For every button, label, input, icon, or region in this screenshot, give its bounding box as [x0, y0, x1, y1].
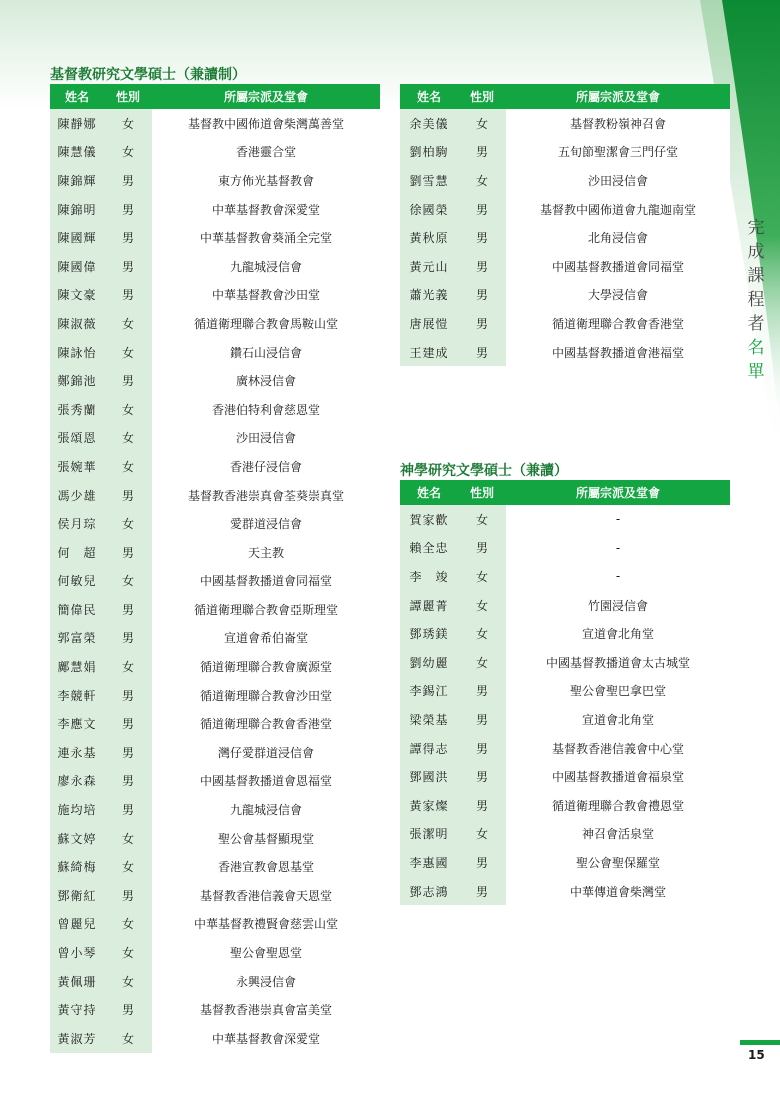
table-row — [400, 877, 730, 906]
gender-cell: 女 — [458, 820, 506, 849]
header-gender: 性別 — [104, 84, 152, 109]
roster-table-theological-studies — [400, 480, 730, 905]
student-name-cell: 譚麗菁 — [400, 591, 458, 620]
church-cell: 中國基督教播道會同福堂 — [506, 252, 730, 281]
student-name-cell: 劉幼麗 — [400, 648, 458, 677]
student-name-cell: 陳慧儀 — [50, 138, 104, 167]
church-cell: 中華傳道會柴灣堂 — [506, 877, 730, 906]
church-cell: 大學浸信會 — [506, 281, 730, 310]
gender-cell: 男 — [458, 281, 506, 310]
section-title-christian-studies: 基督教研究文學碩士（兼讀制） — [50, 67, 246, 83]
table-row — [400, 252, 730, 281]
church-cell: 基督教粉嶺神召會 — [506, 109, 730, 138]
student-name-cell: 施均培 — [50, 795, 104, 824]
student-name-cell: 李 竣 — [400, 562, 458, 591]
student-name-cell: 郭富榮 — [50, 624, 104, 653]
gender-cell: 女 — [104, 309, 152, 338]
table-row — [400, 223, 730, 252]
student-name-cell: 徐國榮 — [400, 195, 458, 224]
table-row — [50, 852, 380, 881]
student-name-cell: 陳文豪 — [50, 281, 104, 310]
gender-cell: 男 — [104, 624, 152, 653]
church-cell: 香港宣教會恩基堂 — [152, 852, 380, 881]
table-header-row — [400, 84, 730, 109]
church-cell: 基督教香港崇真會荃葵崇真堂 — [152, 481, 380, 510]
gender-cell: 男 — [458, 705, 506, 734]
church-cell: 中華基督教會沙田堂 — [152, 281, 380, 310]
church-cell: 聖公會聖保羅堂 — [506, 848, 730, 877]
gender-cell: 男 — [458, 877, 506, 906]
student-name-cell: 蕭光義 — [400, 281, 458, 310]
church-cell: - — [506, 505, 730, 534]
student-name-cell: 鄧志鴻 — [400, 877, 458, 906]
gender-cell: 女 — [104, 338, 152, 367]
student-name-cell: 梁榮基 — [400, 705, 458, 734]
church-cell: 中國基督教播道會港福堂 — [506, 338, 730, 367]
gender-cell: 女 — [458, 591, 506, 620]
student-name-cell: 唐展愷 — [400, 309, 458, 338]
table-row — [50, 767, 380, 796]
vertical-title-char: 者 — [747, 314, 765, 334]
gender-cell: 女 — [104, 109, 152, 138]
church-cell: 中國基督教播道會同福堂 — [152, 567, 380, 596]
church-cell: - — [506, 534, 730, 563]
gender-cell: 男 — [458, 338, 506, 367]
table-row — [50, 709, 380, 738]
table-row — [50, 166, 380, 195]
table-row — [50, 910, 380, 939]
table-row — [400, 734, 730, 763]
student-name-cell: 張頌恩 — [50, 424, 104, 453]
table-row — [400, 791, 730, 820]
table-row — [400, 166, 730, 195]
gender-cell: 女 — [104, 824, 152, 853]
table-row — [50, 109, 380, 138]
church-cell: 沙田浸信會 — [506, 166, 730, 195]
table-row — [50, 366, 380, 395]
table-row — [50, 595, 380, 624]
church-cell: 中國基督教播道會恩福堂 — [152, 767, 380, 796]
table-row — [400, 848, 730, 877]
table-row — [400, 677, 730, 706]
roster-table-christian-studies — [50, 84, 380, 1053]
student-name-cell: 陳詠怡 — [50, 338, 104, 367]
table-row — [400, 338, 730, 367]
vertical-page-title — [742, 216, 770, 384]
gender-cell: 男 — [104, 881, 152, 910]
vertical-title-char: 完 — [747, 218, 765, 238]
gender-cell: 女 — [104, 967, 152, 996]
church-cell: 聖公會聖巴拿巴堂 — [506, 677, 730, 706]
gender-cell: 男 — [458, 195, 506, 224]
header-name: 姓名 — [400, 84, 458, 109]
student-name-cell: 余美儀 — [400, 109, 458, 138]
church-cell: 東方佈光基督教會 — [152, 166, 380, 195]
gender-cell: 女 — [458, 109, 506, 138]
section-title-theological-studies: 神學研究文學碩士（兼讀） — [400, 463, 568, 479]
student-name-cell: 曾小琴 — [50, 938, 104, 967]
header-name: 姓名 — [400, 480, 458, 505]
church-cell: 竹園浸信會 — [506, 591, 730, 620]
student-name-cell: 陳靜娜 — [50, 109, 104, 138]
table-row — [50, 138, 380, 167]
church-cell: - — [506, 562, 730, 591]
gender-cell: 女 — [104, 509, 152, 538]
table-row — [400, 195, 730, 224]
table-row — [50, 1024, 380, 1053]
student-name-cell: 陳國輝 — [50, 223, 104, 252]
header-gender: 性別 — [458, 84, 506, 109]
student-name-cell: 劉柏駒 — [400, 138, 458, 167]
student-name-cell: 陳錦明 — [50, 195, 104, 224]
table-header-row — [400, 480, 730, 505]
student-name-cell: 連永基 — [50, 738, 104, 767]
table-row — [400, 562, 730, 591]
gender-cell: 男 — [104, 481, 152, 510]
table-row — [50, 424, 380, 453]
church-cell: 循道衛理聯合教會禮恩堂 — [506, 791, 730, 820]
table-row — [50, 338, 380, 367]
table-row — [50, 223, 380, 252]
gender-cell: 男 — [104, 538, 152, 567]
student-name-cell: 曾麗兒 — [50, 910, 104, 939]
table-row — [50, 967, 380, 996]
gender-cell: 男 — [458, 791, 506, 820]
table-row — [50, 395, 380, 424]
gender-cell: 男 — [104, 681, 152, 710]
church-cell: 天主教 — [152, 538, 380, 567]
church-cell: 宣道會北角堂 — [506, 705, 730, 734]
church-cell: 九龍城浸信會 — [152, 252, 380, 281]
gender-cell: 女 — [104, 910, 152, 939]
table-row — [50, 481, 380, 510]
gender-cell: 男 — [104, 281, 152, 310]
church-cell: 中華基督教禮賢會慈雲山堂 — [152, 910, 380, 939]
church-cell: 廣林浸信會 — [152, 366, 380, 395]
student-name-cell: 陳國偉 — [50, 252, 104, 281]
vertical-title-char: 成 — [747, 242, 765, 262]
table-row — [400, 309, 730, 338]
student-name-cell: 鄺慧娟 — [50, 652, 104, 681]
gender-cell: 女 — [458, 648, 506, 677]
church-cell: 循道衛理聯合教會香港堂 — [152, 709, 380, 738]
student-name-cell: 何 超 — [50, 538, 104, 567]
gender-cell: 男 — [104, 166, 152, 195]
gender-cell: 男 — [104, 366, 152, 395]
student-name-cell: 譚得志 — [400, 734, 458, 763]
header-church: 所屬宗派及堂會 — [152, 84, 380, 109]
table-row — [50, 995, 380, 1024]
church-cell: 循道衛理聯合教會廣源堂 — [152, 652, 380, 681]
gender-cell: 男 — [104, 795, 152, 824]
church-cell: 九龍城浸信會 — [152, 795, 380, 824]
church-cell: 中華基督教會深愛堂 — [152, 195, 380, 224]
gender-cell: 男 — [104, 595, 152, 624]
student-name-cell: 李錫江 — [400, 677, 458, 706]
student-name-cell: 侯月琮 — [50, 509, 104, 538]
table-row — [400, 505, 730, 534]
church-cell: 香港靈合堂 — [152, 138, 380, 167]
gender-cell: 男 — [104, 709, 152, 738]
gender-cell: 男 — [458, 309, 506, 338]
student-name-cell: 賀家歡 — [400, 505, 458, 534]
gender-cell: 女 — [458, 562, 506, 591]
header-gender: 性別 — [458, 480, 506, 505]
church-cell: 循道衛理聯合教會香港堂 — [506, 309, 730, 338]
student-name-cell: 蘇文婷 — [50, 824, 104, 853]
church-cell: 中華基督教會葵涌全完堂 — [152, 223, 380, 252]
church-cell: 永興浸信會 — [152, 967, 380, 996]
church-cell: 循道衛理聯合教會馬鞍山堂 — [152, 309, 380, 338]
page-number: 15 — [748, 1048, 765, 1062]
table-row — [50, 881, 380, 910]
student-name-cell: 劉雪慧 — [400, 166, 458, 195]
gender-cell: 女 — [104, 1024, 152, 1053]
gender-cell: 女 — [104, 938, 152, 967]
student-name-cell: 簡偉民 — [50, 595, 104, 624]
student-name-cell: 鄧國洪 — [400, 762, 458, 791]
church-cell: 香港仔浸信會 — [152, 452, 380, 481]
vertical-title-char: 名 — [747, 338, 765, 358]
church-cell: 沙田浸信會 — [152, 424, 380, 453]
vertical-title-char: 程 — [747, 290, 765, 310]
student-name-cell: 黃守持 — [50, 995, 104, 1024]
church-cell: 中國基督教播道會太古城堂 — [506, 648, 730, 677]
table-row — [50, 652, 380, 681]
gender-cell: 男 — [104, 995, 152, 1024]
table-row — [50, 738, 380, 767]
table-row — [400, 281, 730, 310]
gender-cell: 女 — [104, 138, 152, 167]
gender-cell: 女 — [104, 567, 152, 596]
gender-cell: 男 — [104, 738, 152, 767]
church-cell: 神召會活泉堂 — [506, 820, 730, 849]
table-row — [50, 309, 380, 338]
table-row — [400, 138, 730, 167]
gender-cell: 男 — [458, 848, 506, 877]
student-name-cell: 張秀蘭 — [50, 395, 104, 424]
student-name-cell: 黃秋原 — [400, 223, 458, 252]
table-row — [50, 795, 380, 824]
student-name-cell: 李惠國 — [400, 848, 458, 877]
table-row — [50, 938, 380, 967]
table-row — [50, 509, 380, 538]
church-cell: 基督教中國佈道會九龍迦南堂 — [506, 195, 730, 224]
header-church: 所屬宗派及堂會 — [506, 84, 730, 109]
student-name-cell: 廖永森 — [50, 767, 104, 796]
gender-cell: 男 — [104, 252, 152, 281]
table-row — [400, 648, 730, 677]
church-cell: 鑽石山浸信會 — [152, 338, 380, 367]
student-name-cell: 賴全忠 — [400, 534, 458, 563]
church-cell: 宣道會希伯崙堂 — [152, 624, 380, 653]
header-name: 姓名 — [50, 84, 104, 109]
gender-cell: 女 — [104, 452, 152, 481]
student-name-cell: 李競軒 — [50, 681, 104, 710]
church-cell: 香港伯特利會慈恩堂 — [152, 395, 380, 424]
church-cell: 循道衛理聯合教會亞斯理堂 — [152, 595, 380, 624]
gender-cell: 男 — [104, 767, 152, 796]
table-row — [50, 567, 380, 596]
church-cell: 愛群道浸信會 — [152, 509, 380, 538]
vertical-title-char: 課 — [747, 266, 765, 286]
church-cell: 中國基督教播道會福泉堂 — [506, 762, 730, 791]
table-row — [400, 109, 730, 138]
roster-table-christian-studies-continued — [400, 84, 730, 366]
church-cell: 聖公會基督顯現堂 — [152, 824, 380, 853]
table-row — [50, 452, 380, 481]
table-row — [400, 534, 730, 563]
student-name-cell: 黃淑芳 — [50, 1024, 104, 1053]
table-row — [50, 281, 380, 310]
student-name-cell: 陳淑薇 — [50, 309, 104, 338]
student-name-cell: 李應文 — [50, 709, 104, 738]
table-row — [400, 705, 730, 734]
table-row — [50, 538, 380, 567]
student-name-cell: 何敏兒 — [50, 567, 104, 596]
student-name-cell: 黃家燦 — [400, 791, 458, 820]
church-cell: 基督教香港崇真會富美堂 — [152, 995, 380, 1024]
church-cell: 五旬節聖潔會三門仔堂 — [506, 138, 730, 167]
gender-cell: 女 — [458, 505, 506, 534]
table-row — [400, 591, 730, 620]
gender-cell: 女 — [458, 619, 506, 648]
student-name-cell: 鄭錦池 — [50, 366, 104, 395]
student-name-cell: 鄧衛紅 — [50, 881, 104, 910]
student-name-cell: 張潔明 — [400, 820, 458, 849]
table-row — [400, 762, 730, 791]
student-name-cell: 黃元山 — [400, 252, 458, 281]
church-cell: 基督教香港信義會中心堂 — [506, 734, 730, 763]
gender-cell: 男 — [458, 734, 506, 763]
church-cell: 聖公會聖恩堂 — [152, 938, 380, 967]
gender-cell: 女 — [104, 424, 152, 453]
church-cell: 基督教中國佈道會柴灣萬善堂 — [152, 109, 380, 138]
church-cell: 基督教香港信義會天恩堂 — [152, 881, 380, 910]
church-cell: 循道衛理聯合教會沙田堂 — [152, 681, 380, 710]
gender-cell: 男 — [458, 252, 506, 281]
student-name-cell: 黃佩珊 — [50, 967, 104, 996]
gender-cell: 男 — [458, 762, 506, 791]
table-row — [50, 252, 380, 281]
gender-cell: 女 — [458, 166, 506, 195]
gender-cell: 男 — [458, 677, 506, 706]
church-cell: 宣道會北角堂 — [506, 619, 730, 648]
gender-cell: 女 — [104, 652, 152, 681]
student-name-cell: 張婉華 — [50, 452, 104, 481]
gender-cell: 男 — [104, 223, 152, 252]
student-name-cell: 蘇綺梅 — [50, 852, 104, 881]
table-row — [50, 624, 380, 653]
gender-cell: 男 — [458, 223, 506, 252]
church-cell: 中華基督教會深愛堂 — [152, 1024, 380, 1053]
table-row — [50, 681, 380, 710]
gender-cell: 女 — [104, 852, 152, 881]
table-row — [50, 195, 380, 224]
gender-cell: 男 — [104, 195, 152, 224]
table-header-row — [50, 84, 380, 109]
vertical-title-char: 單 — [747, 362, 765, 382]
page-number-bar — [740, 1040, 780, 1045]
table-row — [50, 824, 380, 853]
gender-cell: 女 — [104, 395, 152, 424]
student-name-cell: 馮少雄 — [50, 481, 104, 510]
student-name-cell: 王建成 — [400, 338, 458, 367]
gender-cell: 男 — [458, 138, 506, 167]
church-cell: 灣仔愛群道浸信會 — [152, 738, 380, 767]
student-name-cell: 鄧琇鎂 — [400, 619, 458, 648]
student-name-cell: 陳錦輝 — [50, 166, 104, 195]
table-row — [400, 619, 730, 648]
header-church: 所屬宗派及堂會 — [506, 480, 730, 505]
church-cell: 北角浸信會 — [506, 223, 730, 252]
gender-cell: 男 — [458, 534, 506, 563]
table-row — [400, 820, 730, 849]
